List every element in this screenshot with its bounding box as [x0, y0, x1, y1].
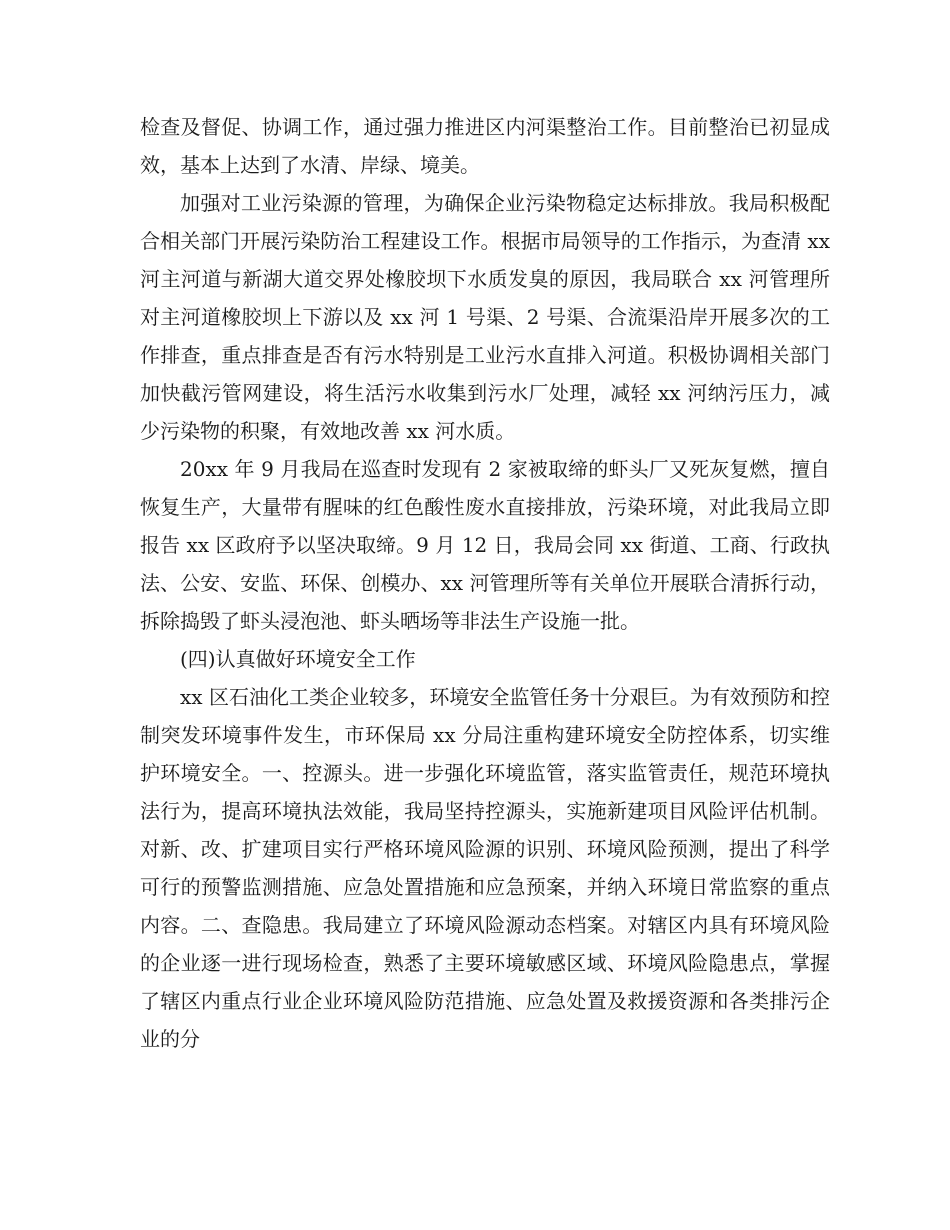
paragraph-shrimp-factory: 20xx 年 9 月我局在巡查时发现有 2 家被取缔的虾头厂又死灰复燃，擅自恢复生产，大量带有腥味的红色酸性废水直接排放，污染环境，对此我局立即报告 xx 区政府予以坚决取缔。9 月 12 日，我局会同 xx 街道、工商、行政执法、公安、安监、环保、创模办、xx 河管理所等有关单位开展联合清拆行动，拆除捣毁了虾头浸泡池、虾头晒场等非法生产设施一批。 — [140, 457, 830, 633]
section-heading-environment-safety: (四)认真做好环境安全工作 — [180, 647, 416, 671]
paragraph-environment-safety: xx 区石油化工类企业较多，环境安全监管任务十分艰巨。为有效预防和控制突发环境事件发生，市环保局 xx 分局注重构建环境安全防控体系，切实维护环境安全。一、控源头。进一步强化环境监管，落实监管责任，规范环境执法行为，提高环境执法效能，我局坚持控源头，实施新建项目风险评估机制。对新、改、扩建项目实行严格环境风险源的识别、环境风险预测，提出了科学可行的预警监测措施、应急处置措施和应急预案，并纳入环境日常监察的重点内容。二、查隐患。我局建立了环境风险源动态档案。对辖区内具有环境风险的企业逐一进行现场检查，熟悉了主要环境敏感区域、环境风险隐患点，掌握了辖区内重点行业企业环境风险防范措施、应急处置及救援资源和各类排污企业的分 — [140, 685, 830, 1051]
paragraph-industrial-pollution: 加强对工业污染源的管理，为确保企业污染物稳定达标排放。我局积极配合相关部门开展污染防治工程建设工作。根据市局领导的工作指示，为查清 xx 河主河道与新湖大道交界处橡胶坝下水质发臭的原因，我局联合 xx 河管理所对主河道橡胶坝上下游以及 xx 河 1 号渠、2 号渠、合流渠沿岸开展多次的工作排查，重点排查是否有污水特别是工业污水直排入河道。积极协调相关部门加快截污管网建设，将生活污水收集到污水厂处理，减轻 xx 河纳污压力，减少污染物的积聚，有效地改善 xx 河水质。 — [140, 191, 830, 443]
paragraph-river-remediation: 检查及督促、协调工作，通过强力推进区内河渠整治工作。目前整治已初显成效，基本上达到了水清、岸绿、境美。 — [140, 115, 830, 177]
document-body — [140, 108, 830, 1058]
